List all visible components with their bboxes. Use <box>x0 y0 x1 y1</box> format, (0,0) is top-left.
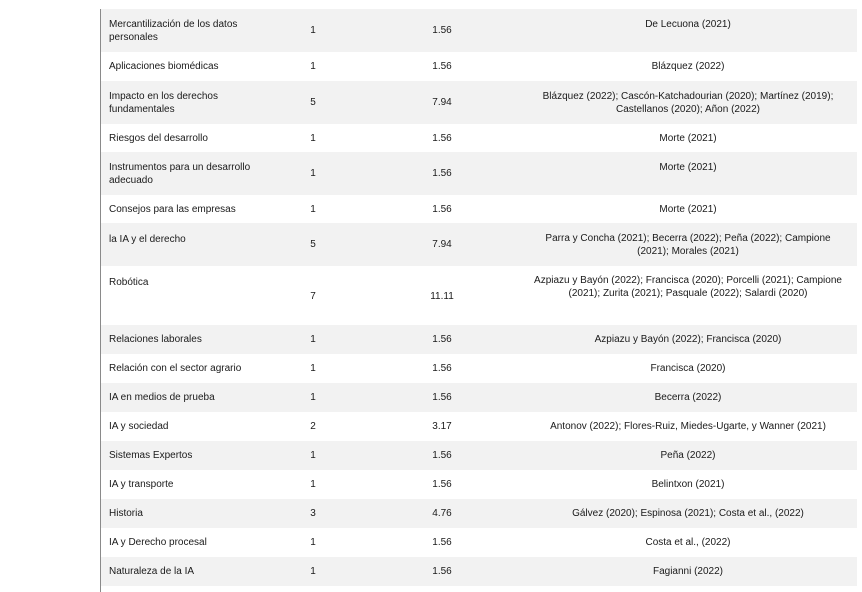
percent-cell: 1.56 <box>432 334 452 345</box>
percent-cell: 1.56 <box>432 392 452 403</box>
topic-cell: Historia <box>109 508 143 519</box>
percent-cell: 7.94 <box>432 239 452 250</box>
count-cell: 1 <box>310 566 316 577</box>
references-cell: Azpiazu y Bayón (2022); Francisca (2020) <box>594 334 782 345</box>
references-cell: Belintxon (2021) <box>651 479 725 490</box>
count-cell: 7 <box>310 291 316 302</box>
topic-cell: Instrumentos para un desarrollo adecuado <box>109 161 251 186</box>
topic-cell: la IA y el derecho <box>109 234 186 245</box>
count-cell: 1 <box>310 334 316 345</box>
references-cell: Morte (2021) <box>659 162 717 173</box>
count-cell: 3 <box>310 508 316 519</box>
topic-cell: Aplicaciones biomédicas <box>109 61 219 72</box>
references-cell: Morte (2021) <box>659 132 717 144</box>
count-cell: 1 <box>310 203 316 215</box>
research-topics-table <box>100 9 857 586</box>
topic-cell: Consejos para las empresas <box>109 203 236 215</box>
topic-cell: IA y sociedad <box>109 421 169 432</box>
table-row <box>101 81 857 124</box>
topic-cell: Mercantilización de los datos personales <box>109 18 238 43</box>
percent-cell: 1.56 <box>432 168 452 179</box>
topic-cell: Naturaleza de la IA <box>109 566 195 577</box>
references-cell: De Lecuona (2021) <box>645 19 731 30</box>
percent-cell: 1.56 <box>432 132 452 144</box>
references-cell: Parra y Concha (2021); Becerra (2022); Peña (2022); Campione (2021); Morales (2021) <box>545 232 831 257</box>
topic-cell: Sistemas Expertos <box>109 450 193 461</box>
count-cell: 1 <box>310 168 316 179</box>
table-row <box>101 412 857 441</box>
table-row <box>101 354 857 383</box>
percent-cell: 1.56 <box>432 537 452 548</box>
percent-cell: 1.56 <box>432 363 452 374</box>
table-row <box>101 325 857 354</box>
count-cell: 5 <box>310 97 316 108</box>
percent-cell: 1.56 <box>432 479 452 490</box>
topic-cell: IA en medios de prueba <box>109 392 215 403</box>
references-cell: Azpiazu y Bayón (2022); Francisca (2020); Porcelli (2021); Campione (2021); Zurita (2021); Pasquale (2022); Salardi (2020) <box>534 275 842 299</box>
references-cell: Fagianni (2022) <box>652 566 724 577</box>
percent-cell: 11.11 <box>430 291 454 302</box>
count-cell: 2 <box>310 421 316 432</box>
references-cell: Gálvez (2020); Espinosa (2021); Costa et al., (2022) <box>572 508 804 519</box>
table-row <box>101 9 857 52</box>
percent-cell: 3.17 <box>432 421 452 432</box>
topic-cell: Impacto en los derechos fundamentales <box>109 90 218 115</box>
table-row <box>101 470 857 499</box>
count-cell: 1 <box>310 363 316 374</box>
table-row <box>101 441 857 470</box>
references-cell: Morte (2021) <box>659 203 717 215</box>
percent-cell: 7.94 <box>432 97 452 108</box>
references-cell: Antonov (2022); Flores-Ruiz, Miedes-Ugarte, y Wanner (2021) <box>550 421 826 432</box>
topic-cell: Robótica <box>109 277 149 288</box>
count-cell: 1 <box>310 392 316 403</box>
table-row <box>101 383 857 412</box>
percent-cell: 1.56 <box>432 61 452 72</box>
percent-cell: 1.56 <box>432 25 452 36</box>
count-cell: 1 <box>310 61 316 72</box>
references-cell: Costa et al., (2022) <box>645 537 731 548</box>
references-cell: Blázquez (2022); Cascón-Katchadourian (2020); Martínez (2019); Castellanos (2020); Añon (2022) <box>542 90 834 115</box>
table-row <box>101 266 857 325</box>
percent-cell: 1.56 <box>432 203 452 215</box>
references-cell: Blázquez (2022) <box>651 61 725 72</box>
references-cell: Francisca (2020) <box>650 363 726 374</box>
topic-cell: Relación con el sector agrario <box>109 363 242 374</box>
count-cell: 5 <box>310 239 316 250</box>
references-cell: Peña (2022) <box>660 450 716 461</box>
table-row <box>101 223 857 266</box>
percent-cell: 4.76 <box>432 508 452 519</box>
topic-cell: Riesgos del desarrollo <box>109 132 208 144</box>
table-row <box>101 152 857 195</box>
count-cell: 1 <box>310 479 316 490</box>
count-cell: 1 <box>310 537 316 548</box>
table-row <box>101 499 857 528</box>
count-cell: 1 <box>310 25 316 36</box>
count-cell: 1 <box>310 450 316 461</box>
topic-cell: IA y transporte <box>109 479 174 490</box>
table-row <box>101 557 857 586</box>
count-cell: 1 <box>310 132 316 144</box>
topic-cell: IA y Derecho procesal <box>109 537 207 548</box>
table-row <box>101 124 857 152</box>
percent-cell: 1.56 <box>432 566 452 577</box>
table-row <box>101 195 857 223</box>
references-cell: Becerra (2022) <box>654 392 722 403</box>
table-row <box>101 52 857 81</box>
table-row <box>101 528 857 557</box>
percent-cell: 1.56 <box>432 450 452 461</box>
topic-cell: Relaciones laborales <box>109 334 202 345</box>
table-left-rule <box>100 585 101 592</box>
